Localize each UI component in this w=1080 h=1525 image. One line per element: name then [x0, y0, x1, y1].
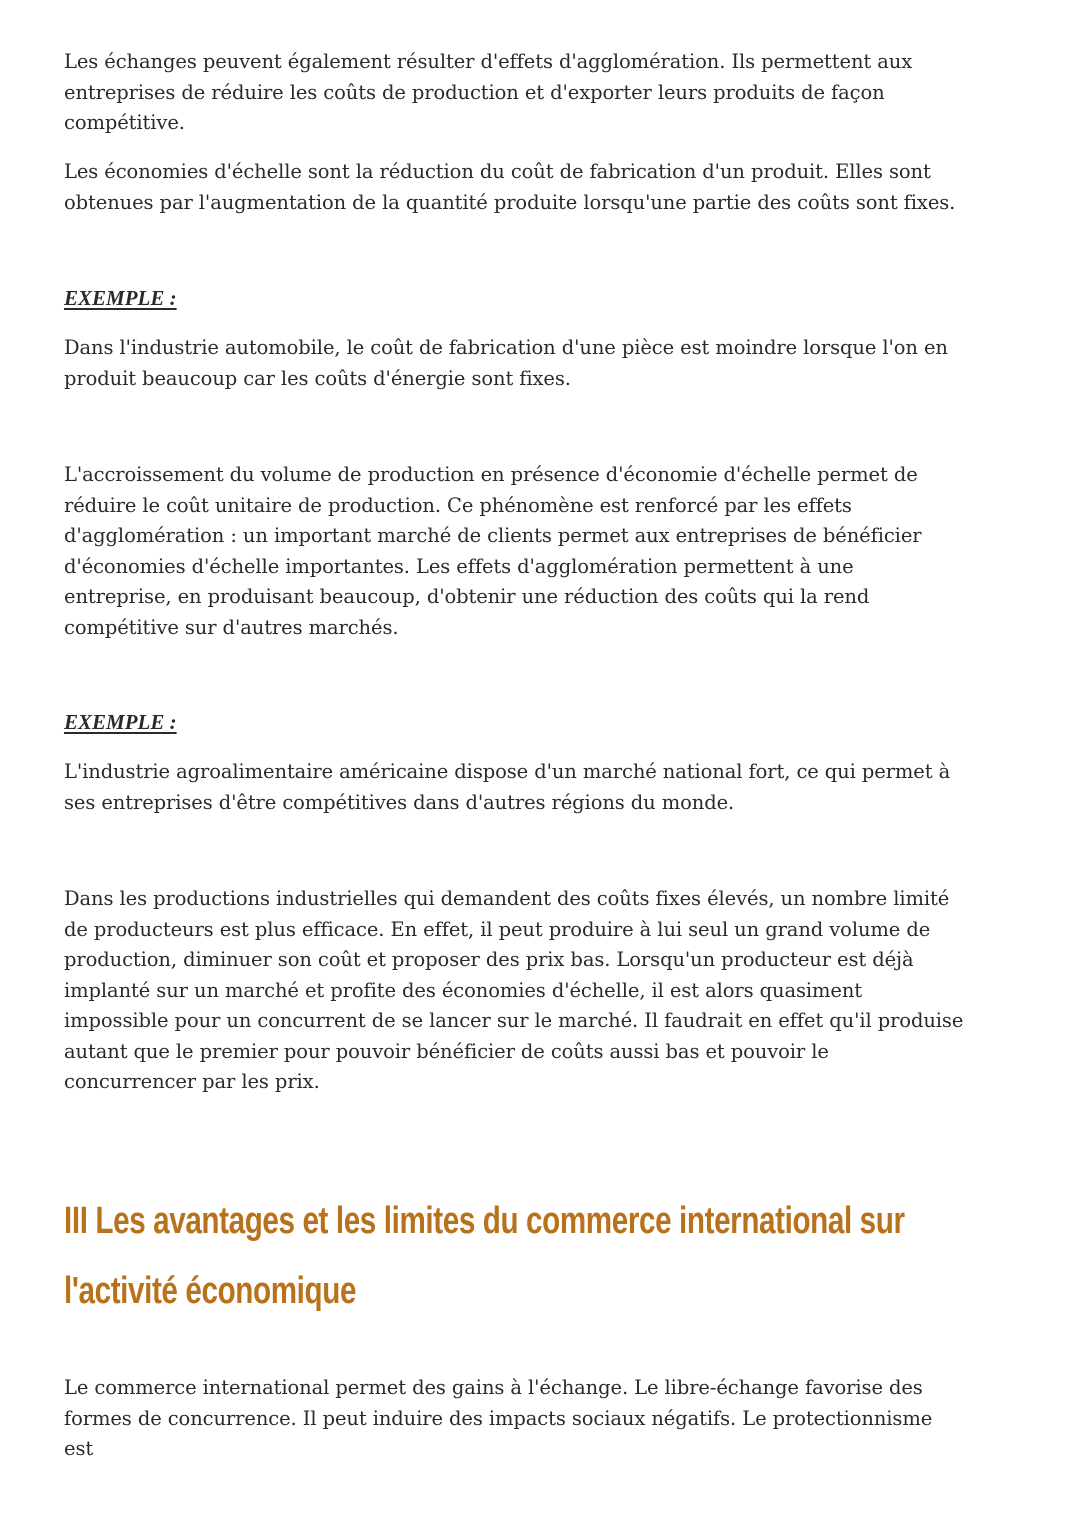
paragraph-agglomeration-effects: Les échanges peuvent également résulter d'effets d'agglomération. Ils permettent aux entreprises de réduire les coûts de production et d'exporter leurs produits de façon compétitive. — [64, 50, 913, 134]
paragraph-example-agrifood: L'industrie agroalimentaire américaine dispose d'un marché national fort, ce qui permet à ses entreprises d'être compétitives dans d'autres régions du monde. — [64, 760, 951, 814]
paragraph-example-automobile: Dans l'industrie automobile, le coût de fabrication d'une pièce est moindre lorsque l'on en produit beaucoup car les coûts d'énergie sont fixes. — [64, 336, 948, 390]
example-label: EXEMPLE : — [64, 710, 177, 734]
paragraph-fixed-costs: Dans les productions industrielles qui demandent des coûts fixes élevés, un nombre limité de producteurs est plus efficace. En effet, il peut produire à lui seul un grand volume de production, diminuer son coût et proposer des prix bas. Lorsqu'un producteur est déjà implanté sur un marché et profite des économies d'échelle, il est alors quasiment impossible pour un concurrent de se lancer sur le marché. Il faudrait en effet qu'il produise autant que le premier pour pouvoir bénéficier de coûts aussi bas et pouvoir le concurrencer par les prix. — [64, 887, 964, 1093]
example-label: EXEMPLE : — [64, 286, 177, 310]
paragraph-production-volume: L'accroissement du volume de production en présence d'économie d'échelle permet de réduire le coût unitaire de production. Ce phénomène est renforcé par les effets d'agglomération : un important marché de clients permet aux entreprises de bénéficier d'économies d'échelle importantes. Les effets d'agglomération permettent à une entreprise, en produisant beaucoup, d'obtenir une réduction des coûts qui la rend compétitive sur d'autres marchés. — [64, 463, 922, 639]
paragraph-economies-of-scale: Les économies d'échelle sont la réduction du coût de fabrication d'un produit. Elles sont obtenues par l'augmentation de la quantité produite lorsqu'une partie des coûts sont fixes. — [64, 160, 956, 214]
section-heading: III Les avantages et les limites du commerce international sur l'activité économique — [64, 1200, 905, 1312]
paragraph-international-trade: Le commerce international permet des gains à l'échange. Le libre-échange favorise des formes de concurrence. Il peut induire des impacts sociaux négatifs. Le protectionnisme est — [64, 1376, 933, 1460]
